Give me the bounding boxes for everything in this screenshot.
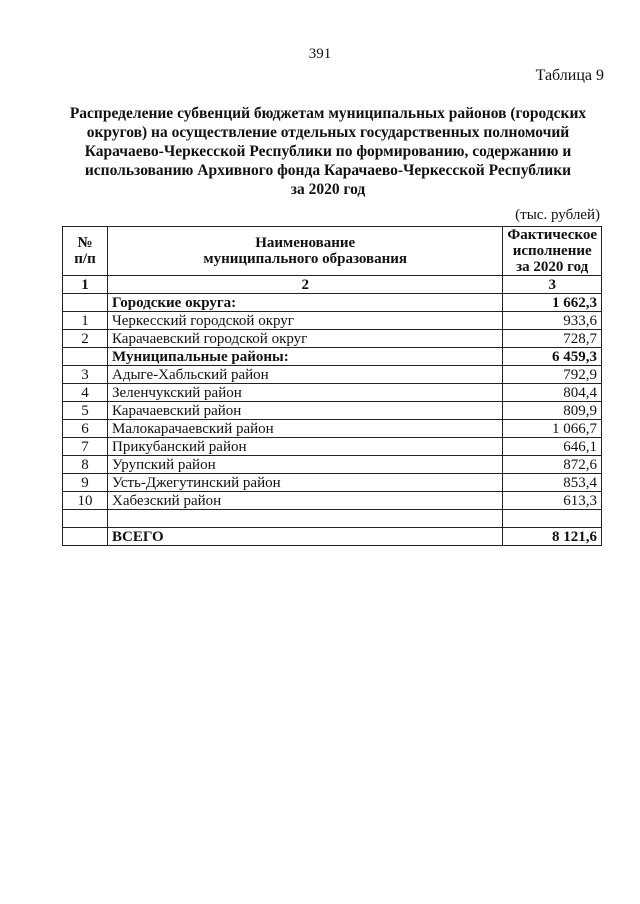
header-number — [63, 227, 108, 276]
row-name: Малокарачаевский район — [108, 420, 503, 438]
header-value — [503, 227, 602, 276]
row-name: Черкесский городской округ — [108, 312, 503, 330]
row-number: 6 — [63, 420, 108, 438]
row-value: 6 459,3 — [503, 348, 602, 366]
row-number: 4 — [63, 384, 108, 402]
table-row — [63, 474, 602, 492]
row-name: Адыге-Хабльский район — [108, 366, 503, 384]
row-name: Урупский район — [108, 456, 503, 474]
total-value: 8 121,6 — [503, 528, 602, 546]
row-value: 792,9 — [503, 366, 602, 384]
row-number: 5 — [63, 402, 108, 420]
title-line: за 2020 год — [290, 181, 366, 198]
row-value: 853,4 — [503, 474, 602, 492]
row-value: 1 662,3 — [503, 294, 602, 312]
row-value: 646,1 — [503, 438, 602, 456]
table-row — [63, 492, 602, 510]
row-value: 804,4 — [503, 384, 602, 402]
row-number: 8 — [63, 456, 108, 474]
table-row — [63, 366, 602, 384]
row-number: 2 — [63, 330, 108, 348]
row-name: Карачаевский район — [108, 402, 503, 420]
header-value-text: Фактическое исполнение за 2020 год — [507, 227, 597, 275]
table-label: Таблица 9 — [535, 67, 604, 84]
table-header-row — [63, 227, 602, 276]
row-name: Хабезский район — [108, 492, 503, 510]
column-number: 1 — [63, 276, 108, 294]
column-number: 3 — [503, 276, 602, 294]
row-value: 872,6 — [503, 456, 602, 474]
total-number — [63, 528, 108, 546]
row-number: 9 — [63, 474, 108, 492]
row-value: 809,9 — [503, 402, 602, 420]
units-label: (тыс. рублей) — [515, 207, 600, 223]
column-number: 2 — [108, 276, 503, 294]
table-row — [63, 330, 602, 348]
row-number: 1 — [63, 312, 108, 330]
table-total-row — [63, 528, 602, 546]
table-row — [63, 456, 602, 474]
title-line: Карачаево-Черкесской Республики по формированию, содержанию и — [84, 143, 572, 160]
row-name: Прикубанский район — [108, 438, 503, 456]
title-line: округов) на осуществление отдельных государственных полномочий — [86, 124, 570, 141]
row-value: 933,6 — [503, 312, 602, 330]
table-group-row — [63, 348, 602, 366]
blank-cell — [503, 510, 602, 528]
blank-cell — [108, 510, 503, 528]
table-row — [63, 438, 602, 456]
table-blank-row — [63, 510, 602, 528]
row-name: Карачаевский городской округ — [108, 330, 503, 348]
row-number: 7 — [63, 438, 108, 456]
table-row — [63, 402, 602, 420]
row-value: 613,3 — [503, 492, 602, 510]
row-name: Зеленчукский район — [108, 384, 503, 402]
row-value: 1 066,7 — [503, 420, 602, 438]
blank-cell — [63, 510, 108, 528]
table-row — [63, 384, 602, 402]
title-line: использованию Архивного фонда Карачаево-Черкесской Республики — [84, 162, 572, 179]
column-number-row — [63, 276, 602, 294]
header-name — [108, 227, 503, 276]
title-line: Распределение субвенций бюджетам муниципальных районов (городских — [69, 105, 587, 122]
header-name-text: Наименование муниципального образования — [203, 235, 408, 267]
total-label: ВСЕГО — [108, 528, 503, 546]
table-row — [63, 420, 602, 438]
header-number-text: № п/п — [74, 235, 96, 267]
row-name: Муниципальные районы: — [108, 348, 503, 366]
table-row — [63, 312, 602, 330]
document-title — [66, 104, 590, 199]
page-number: 391 — [308, 46, 332, 62]
row-value: 728,7 — [503, 330, 602, 348]
row-number: 10 — [63, 492, 108, 510]
row-number — [63, 294, 108, 312]
row-name: Усть-Джегутинский район — [108, 474, 503, 492]
row-name: Городские округа: — [108, 294, 503, 312]
subventions-table — [62, 226, 602, 546]
row-number: 3 — [63, 366, 108, 384]
table-group-row — [63, 294, 602, 312]
row-number — [63, 348, 108, 366]
